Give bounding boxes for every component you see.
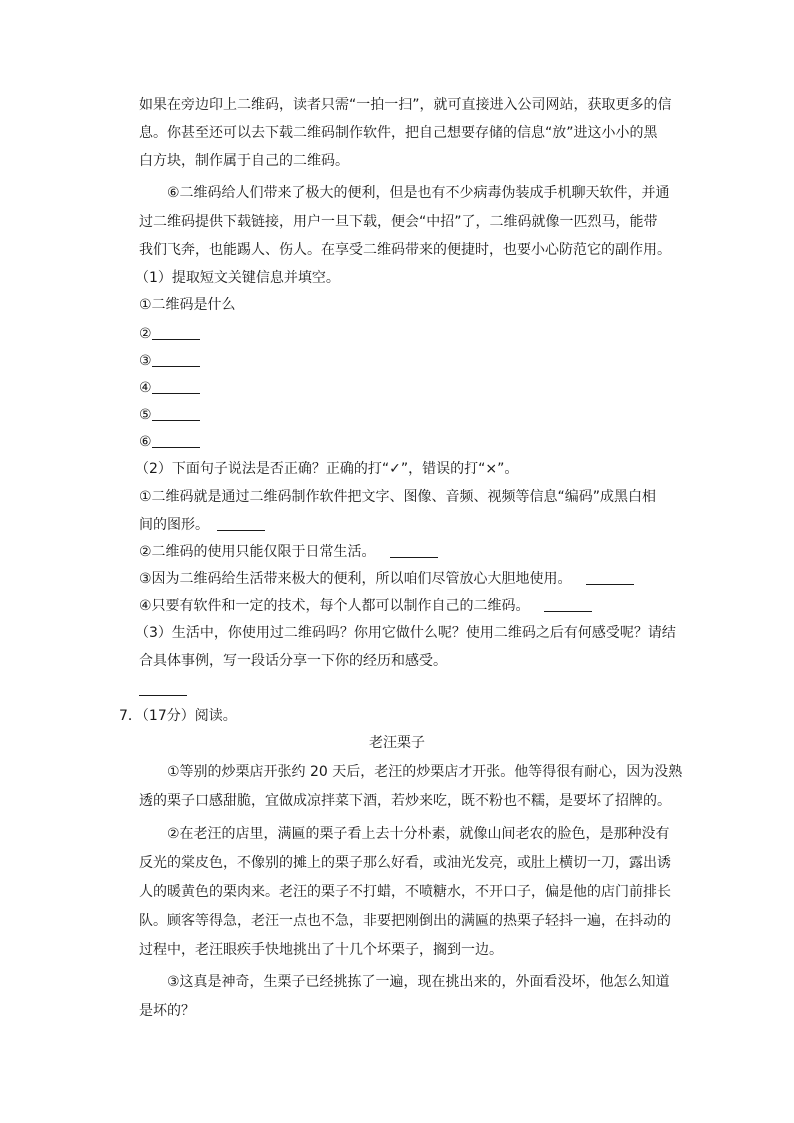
paragraph-line: 是坏的？ — [139, 1003, 195, 1019]
answer-blank[interactable] — [152, 352, 200, 367]
paragraph-line: 我们飞奔，也能踢人、伤人。在享受二维码带来的便捷时，也要小心防范它的副作用。 — [139, 242, 671, 258]
paragraph-line: 息。你甚至还可以去下载二维码制作软件，把自己想要存储的信息“放”进这小小的黑 — [139, 125, 658, 141]
answer-blank[interactable] — [152, 433, 200, 448]
answer-blank[interactable] — [139, 681, 187, 696]
paragraph-line: ①等别的炒栗店开张约 20 天后，老汪的炒栗店才开张。他等得很有耐心，因为没熟 — [167, 764, 683, 780]
paragraph-line: ⑥二维码给人们带来了极大的便利，但是也有不少病毒伪装成手机聊天软件，并通 — [167, 185, 670, 201]
fill-item-label: ⑥ — [139, 434, 152, 450]
answer-blank[interactable] — [152, 406, 200, 421]
fill-item-label: ④ — [139, 380, 152, 396]
statement-line: ①二维码就是通过二维码制作软件把文字、图像、音频、视频等信息“编码”成黑白相 — [139, 489, 657, 505]
answer-blank[interactable] — [544, 597, 592, 612]
statement-line — [139, 514, 265, 534]
fill-item-label: ⑤ — [139, 407, 152, 423]
statement-text: ③因为二维码给生活带来极大的便利，所以咱们尽管放心大胆地使用。 — [139, 571, 572, 587]
fill-item — [139, 404, 200, 424]
answer-blank[interactable] — [390, 543, 438, 558]
fill-item-label: ② — [139, 326, 152, 342]
paragraph-line: 反光的棠皮色，不像别的摊上的栗子那么好看，或油光发亮，或肚上横切一刀，露出诱 — [139, 855, 671, 871]
statement-text: ②二维码的使用只能仅限于日常生活。 — [139, 544, 376, 560]
answer-blank[interactable] — [217, 516, 265, 531]
paragraph-line: 如果在旁边印上二维码，读者只需“一拍一扫”，就可直接进入公司网站，获取更多的信 — [139, 97, 672, 113]
answer-line — [139, 679, 187, 699]
paragraph-line: 透的栗子口感甜脆，宜做成凉拌菜下酒，若炒来吃，既不粉也不糯，是要坏了招牌的。 — [139, 793, 671, 809]
paragraph-line: 过二维码提供下载链接，用户一旦下载，便会“中招”了，二维码就像一匹烈马，能带 — [139, 214, 658, 230]
question-prompt: （1）提取短文关键信息并填空。 — [135, 270, 340, 286]
paragraph-line: 白方块，制作属于自己的二维码。 — [139, 153, 349, 169]
paragraph-line: 人的暖黄色的栗肉来。老汪的栗子不打蜡，不喷糖水，不开口子，偏是他的店门前排长 — [139, 884, 671, 900]
question-prompt: （2）下面句子说法是否正确？正确的打“✓”，错误的打“×”。 — [135, 461, 519, 477]
statement-line — [139, 595, 592, 615]
question-prompt: 合具体事例，写一段话分享一下你的经历和感受。 — [139, 653, 447, 669]
statement-line — [139, 568, 634, 588]
statement-text: ④只要有软件和一定的技术，每个人都可以制作自己的二维码。 — [139, 598, 530, 614]
fill-item-label: ③ — [139, 353, 152, 369]
paragraph-line: 过程中，老汪眼疾手快地挑出了十几个坏栗子，搁到一边。 — [139, 942, 503, 958]
fill-item: ①二维码是什么 — [139, 297, 236, 313]
article-title: 老汪栗子 — [369, 735, 425, 751]
question-prompt: （3）生活中，你使用过二维码吗？你用它做什么呢？使用二维码之后有何感受呢？请结 — [135, 625, 676, 641]
answer-blank[interactable] — [152, 379, 200, 394]
fill-item — [139, 431, 200, 451]
paragraph-line: ③这真是神奇，生栗子已经挑拣了一遍，现在挑出来的，外面看没坏，他怎么知道 — [167, 974, 670, 990]
answer-blank[interactable] — [586, 570, 634, 585]
question-header: 7．（17分）阅读。 — [119, 708, 237, 724]
answer-blank[interactable] — [152, 325, 200, 340]
fill-item — [139, 323, 200, 343]
statement-line — [139, 541, 438, 561]
fill-item — [139, 377, 200, 397]
paragraph-line: ②在老汪的店里，满匾的栗子看上去十分朴素，就像山间老农的脸色，是那种没有 — [167, 826, 670, 842]
fill-item — [139, 350, 200, 370]
paragraph-line: 队。顾客等得急，老汪一点也不急，非要把刚倒出的满匾的热栗子轻抖一遍，在抖动的 — [139, 913, 671, 929]
statement-text: 间的图形。 — [139, 517, 209, 533]
